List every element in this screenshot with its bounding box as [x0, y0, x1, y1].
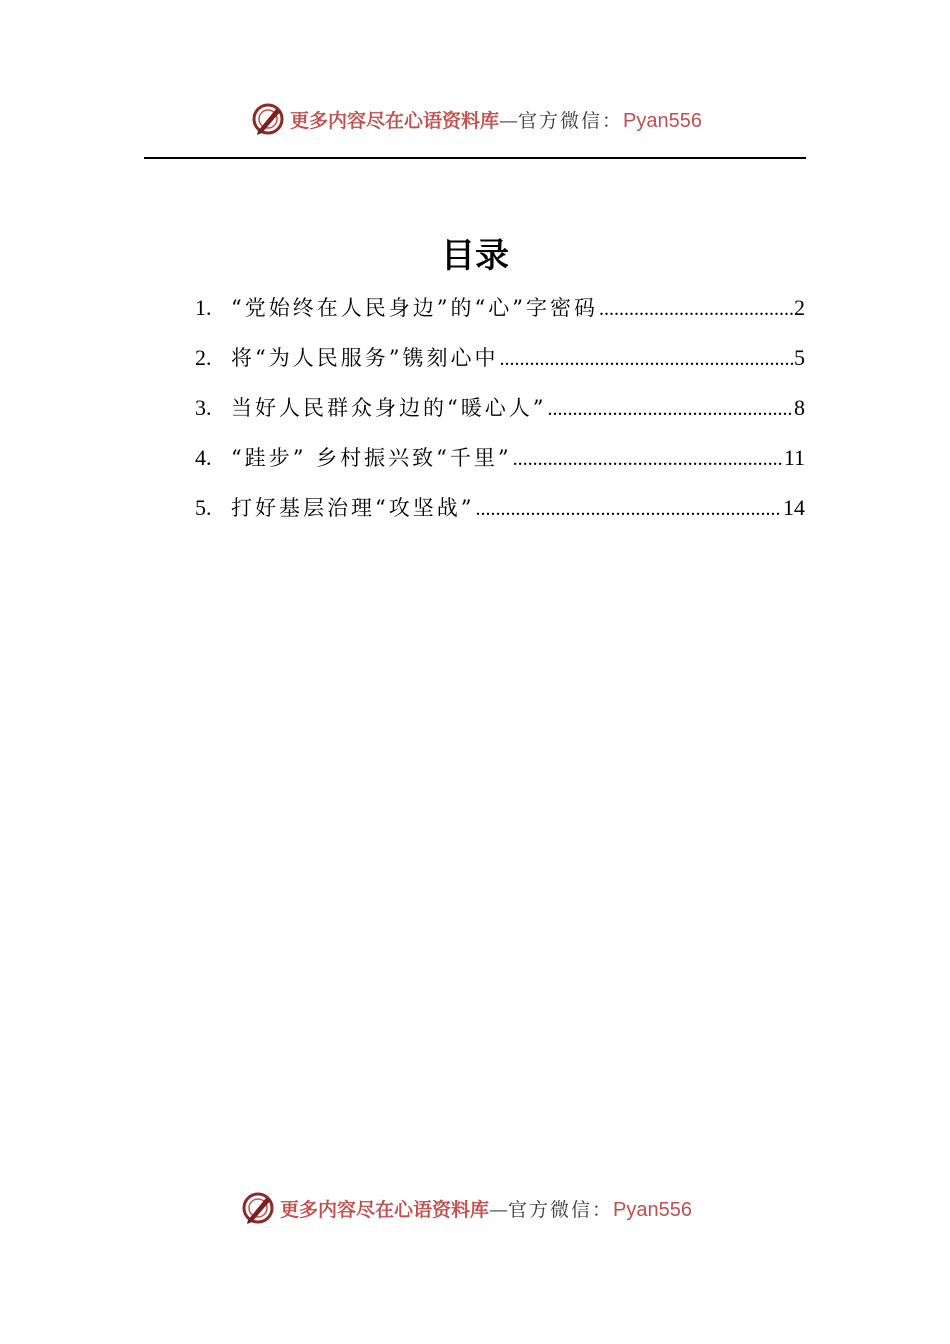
toc-entry[interactable]: [195, 390, 805, 440]
brand-name: 更多内容尽在心语资料库: [290, 109, 500, 132]
toc-entry-leader: [547, 391, 793, 427]
brand-label: 官方微信：: [508, 1198, 614, 1221]
toc-title: 目录: [441, 236, 509, 276]
toc-entry-leader: [513, 441, 783, 477]
brand-label: 官方微信：: [518, 109, 624, 132]
toc-entry[interactable]: [195, 490, 805, 540]
toc-entry-number: 5.: [195, 495, 212, 520]
toc-entry-title: 将“为人民服务”镌刻心中: [231, 346, 499, 370]
brand-name: 更多内容尽在心语资料库: [280, 1198, 490, 1221]
toc-entry[interactable]: [195, 340, 805, 390]
pen-logo-icon: [250, 101, 286, 137]
toc-entry-title: 当好人民群众身边的“暖心人”: [231, 396, 547, 420]
toc-entry-number: 2.: [195, 345, 212, 370]
footer-watermark: [240, 1190, 692, 1226]
brand-wechat-id: Pyan556: [623, 109, 702, 132]
toc-entry-page: 11: [783, 445, 805, 470]
toc-entry-leader: [599, 291, 793, 327]
toc-entry-leader: [499, 341, 793, 377]
brand-wechat-id: Pyan556: [613, 1198, 692, 1221]
toc-entry-number: 3.: [195, 395, 212, 420]
toc-entry-title: “跬步” 乡村振兴致“千里”: [231, 446, 512, 470]
toc-entry-leader: [475, 491, 782, 527]
header-watermark: [250, 101, 702, 137]
toc-entry-page: 5: [794, 345, 805, 370]
pen-logo-icon: [240, 1190, 276, 1226]
toc-entry-title: 打好基层治理“攻坚战”: [231, 496, 475, 520]
toc-entry-page: 2: [794, 295, 805, 320]
toc-entry-title: “党始终在人民身边”的“心”字密码: [231, 296, 598, 320]
toc-entry[interactable]: [195, 290, 805, 340]
brand-dash: —: [499, 109, 519, 132]
brand-dash: —: [489, 1198, 509, 1221]
toc-list: [195, 290, 805, 540]
toc-entry-page: 14: [783, 495, 805, 520]
toc-entry-number: 4.: [195, 445, 212, 470]
toc-entry-number: 1.: [195, 295, 212, 320]
toc-entry[interactable]: [195, 440, 805, 490]
header-divider: [144, 157, 806, 159]
toc-entry-page: 8: [794, 395, 805, 420]
